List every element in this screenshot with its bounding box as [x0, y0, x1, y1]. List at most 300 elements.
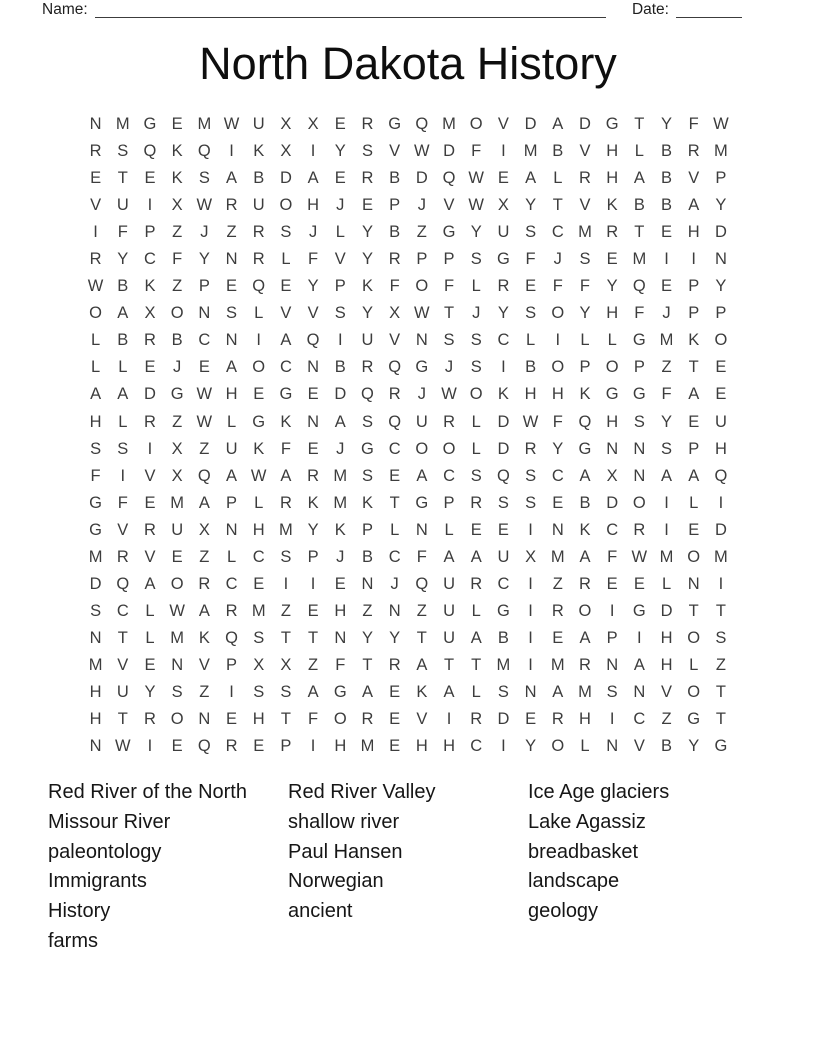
grid-letter: O: [605, 358, 619, 377]
grid-letter: V: [389, 331, 401, 350]
grid-letter: N: [606, 439, 619, 458]
grid-letter: A: [226, 169, 238, 188]
grid-letter: N: [606, 737, 619, 756]
grid-letter: N: [415, 520, 428, 539]
grid-letter: I: [555, 331, 561, 350]
grid-letter: S: [171, 683, 183, 701]
grid-letter: D: [334, 385, 347, 404]
grid-letter: T: [634, 115, 645, 134]
grid-letter: P: [715, 304, 727, 323]
grid-letter: V: [443, 196, 455, 215]
word-list-item: Lake Agassiz: [528, 810, 646, 833]
grid-letter: X: [497, 196, 509, 215]
grid-letter: K: [253, 142, 265, 161]
grid-letter: R: [579, 169, 591, 188]
grid-letter: D: [524, 115, 537, 134]
grid-letter: Y: [144, 683, 156, 701]
grid-letter: F: [90, 466, 101, 485]
word-list-item: Norwegian: [288, 870, 384, 893]
grid-letter: K: [144, 277, 156, 296]
grid-letter: P: [144, 223, 156, 242]
grid-letter: L: [553, 169, 563, 188]
word-list-item: History: [48, 900, 111, 923]
grid-letter: T: [552, 196, 563, 215]
grid-letter: E: [253, 737, 265, 756]
grid-letter: Z: [172, 223, 183, 242]
grid-letter: V: [389, 142, 401, 161]
grid-letter: Z: [661, 710, 672, 729]
grid-letter: M: [632, 250, 647, 269]
grid-letter: V: [307, 304, 319, 323]
word-list-item: shallow river: [288, 810, 400, 833]
grid-letter: C: [279, 358, 292, 377]
grid-letter: O: [551, 304, 565, 323]
grid-letter: J: [336, 196, 345, 215]
grid-letter: E: [171, 737, 183, 756]
grid-letter: I: [528, 628, 533, 647]
grid-letter: Q: [578, 412, 592, 431]
grid-letter: Q: [116, 574, 130, 593]
grid-letter: V: [688, 169, 700, 188]
grid-letter: Q: [442, 169, 456, 188]
grid-letter: T: [117, 628, 128, 647]
grid-letter: P: [198, 277, 210, 296]
grid-letter: L: [471, 439, 481, 458]
grid-letter: E: [661, 223, 673, 242]
grid-letter: H: [89, 710, 102, 729]
grid-letter: F: [552, 412, 563, 431]
grid-letter: D: [497, 412, 510, 431]
grid-letter: N: [89, 115, 102, 134]
grid-letter: A: [226, 466, 238, 485]
grid-letter: X: [525, 547, 537, 566]
grid-letter: B: [117, 277, 129, 296]
grid-letter: R: [388, 385, 401, 404]
grid-letter: T: [389, 493, 400, 512]
grid-letter: G: [388, 115, 402, 134]
grid-letter: L: [254, 493, 264, 512]
grid-letter: N: [633, 683, 646, 701]
grid-letter: Y: [389, 628, 401, 647]
grid-letter: E: [171, 115, 183, 134]
grid-letter: L: [254, 304, 264, 323]
grid-letter: G: [714, 737, 728, 756]
grid-letter: V: [144, 547, 156, 566]
grid-letter: B: [389, 169, 401, 188]
grid-letter: F: [117, 493, 128, 512]
grid-letter: N: [89, 628, 102, 647]
grid-letter: R: [144, 520, 156, 539]
grid-letter: R: [144, 331, 156, 350]
grid-letter: K: [579, 385, 591, 404]
grid-letter: L: [471, 277, 481, 296]
grid-letter: I: [718, 493, 724, 512]
grid-letter: S: [715, 628, 727, 647]
grid-letter: V: [117, 655, 129, 674]
grid-letter: E: [552, 628, 564, 647]
grid-letter: X: [171, 466, 183, 485]
grid-letter: H: [334, 601, 347, 620]
word-search-grid: [82, 111, 735, 760]
grid-letter: W: [414, 142, 430, 161]
grid-letter: P: [416, 250, 428, 269]
grid-letter: D: [144, 385, 156, 404]
grid-letter: R: [144, 710, 156, 729]
grid-letter: A: [307, 169, 319, 188]
grid-letter: L: [580, 737, 590, 756]
grid-letter: K: [606, 196, 618, 215]
grid-letter: I: [120, 466, 126, 485]
name-fill-line: [95, 3, 606, 18]
grid-letter: S: [198, 169, 210, 188]
grid-letter: J: [200, 223, 209, 242]
grid-letter: U: [497, 223, 510, 242]
grid-letter: M: [333, 466, 348, 485]
grid-letter: Q: [388, 412, 402, 431]
grid-letter: A: [443, 547, 455, 566]
grid-letter: G: [496, 601, 510, 620]
grid-letter: Y: [497, 304, 509, 323]
grid-letter: G: [89, 493, 103, 512]
grid-letter: R: [633, 520, 646, 539]
grid-letter: L: [91, 331, 101, 350]
grid-letter: I: [501, 358, 506, 377]
grid-letter: I: [718, 574, 724, 593]
grid-letter: A: [416, 466, 428, 485]
grid-letter: H: [524, 385, 537, 404]
grid-letter: W: [223, 115, 240, 134]
grid-letter: E: [334, 169, 346, 188]
grid-letter: A: [688, 466, 700, 485]
grid-letter: L: [634, 142, 644, 161]
grid-letter: L: [118, 412, 128, 431]
grid-letter: N: [687, 574, 700, 593]
grid-letter: I: [528, 574, 533, 593]
grid-letter: C: [225, 574, 238, 593]
grid-letter: I: [664, 250, 669, 269]
date-label: Date:: [631, 1, 669, 18]
grid-letter: S: [117, 142, 129, 161]
grid-letter: A: [198, 601, 210, 620]
grid-letter: I: [310, 142, 316, 161]
grid-letter: E: [525, 710, 537, 729]
grid-letter: M: [496, 655, 511, 674]
grid-letter: Y: [525, 196, 537, 215]
grid-letter: H: [89, 683, 102, 701]
grid-letter: E: [307, 439, 319, 458]
grid-letter: D: [89, 574, 102, 593]
grid-letter: I: [147, 196, 153, 215]
grid-letter: O: [415, 277, 429, 296]
grid-letter: L: [145, 628, 155, 647]
grid-letter: H: [307, 196, 320, 215]
grid-letter: H: [660, 655, 673, 674]
grid-letter: Y: [715, 196, 727, 215]
grid-letter: A: [90, 385, 102, 404]
grid-letter: S: [525, 493, 537, 512]
grid-letter: L: [390, 520, 400, 539]
grid-letter: O: [551, 737, 565, 756]
grid-letter: M: [88, 655, 103, 674]
grid-letter: M: [578, 683, 592, 701]
grid-letter: I: [310, 574, 316, 593]
grid-letter: Z: [172, 412, 183, 431]
grid-letter: N: [198, 710, 211, 729]
grid-letter: N: [551, 520, 564, 539]
grid-letter: H: [225, 385, 238, 404]
grid-letter: C: [606, 520, 619, 539]
grid-letter: S: [280, 547, 292, 566]
grid-letter: E: [280, 277, 292, 296]
grid-letter: F: [172, 250, 183, 269]
grid-letter: R: [551, 601, 564, 620]
grid-letter: W: [250, 466, 267, 485]
grid-letter: S: [525, 223, 537, 242]
grid-letter: P: [688, 304, 700, 323]
grid-letter: Q: [632, 277, 646, 296]
grid-letter: Y: [579, 304, 591, 323]
grid-letter: B: [389, 223, 401, 242]
grid-letter: I: [446, 710, 452, 729]
grid-letter: Q: [415, 574, 429, 593]
grid-letter: Y: [525, 737, 537, 756]
grid-letter: F: [280, 439, 291, 458]
grid-letter: Y: [361, 304, 373, 323]
grid-letter: N: [606, 655, 619, 674]
grid-letter: M: [115, 115, 130, 134]
grid-letter: D: [497, 439, 510, 458]
grid-letter: W: [468, 169, 484, 188]
grid-letter: L: [580, 331, 590, 350]
grid-letter: X: [280, 655, 292, 674]
grid-letter: T: [443, 304, 455, 323]
grid-letter: M: [442, 115, 456, 134]
grid-letter: G: [632, 385, 646, 404]
grid-letter: M: [170, 493, 185, 512]
grid-letter: K: [361, 493, 373, 512]
grid-letter: V: [144, 466, 156, 485]
grid-letter: H: [606, 412, 619, 431]
grid-letter: N: [714, 250, 727, 269]
grid-letter: H: [443, 737, 455, 756]
grid-letter: F: [308, 250, 319, 269]
grid-letter: G: [687, 710, 701, 729]
grid-letter: W: [414, 304, 430, 323]
grid-letter: Z: [172, 277, 183, 296]
grid-letter: X: [171, 439, 183, 458]
grid-letter: R: [497, 277, 510, 296]
grid-letter: F: [335, 655, 346, 674]
grid-letter: E: [226, 710, 238, 729]
grid-letter: I: [609, 710, 615, 729]
grid-letter: M: [714, 547, 728, 566]
grid-letter: E: [253, 385, 265, 404]
grid-letter: P: [361, 520, 373, 539]
word-list-item: Ice Age glaciers: [528, 781, 670, 803]
grid-letter: G: [361, 439, 374, 458]
grid-letter: Y: [361, 250, 373, 269]
grid-letter: H: [252, 710, 265, 729]
grid-letter: L: [661, 574, 672, 593]
grid-letter: U: [225, 439, 238, 458]
grid-letter: A: [579, 628, 591, 647]
grid-letter: S: [253, 628, 265, 647]
word-list-column: [48, 778, 247, 957]
grid-letter: X: [280, 115, 292, 134]
grid-letter: U: [252, 196, 265, 215]
grid-letter: W: [196, 196, 213, 215]
grid-letter: Y: [606, 277, 618, 296]
grid-letter: P: [606, 628, 618, 647]
grid-letter: E: [633, 574, 645, 593]
grid-letter: J: [444, 358, 454, 377]
grid-letter: Y: [361, 223, 373, 242]
grid-letter: C: [551, 223, 564, 242]
grid-letter: B: [497, 628, 509, 647]
grid-letter: L: [607, 331, 617, 350]
grid-letter: P: [443, 493, 455, 512]
grid-letter: O: [252, 358, 266, 377]
grid-letter: O: [279, 196, 293, 215]
grid-letter: R: [252, 223, 265, 242]
grid-letter: O: [714, 331, 728, 350]
grid-letter: H: [334, 737, 347, 756]
grid-letter: M: [197, 115, 212, 134]
grid-letter: Y: [307, 277, 319, 296]
grid-letter: E: [144, 655, 156, 674]
grid-letter: S: [90, 439, 102, 458]
grid-letter: C: [144, 250, 156, 269]
grid-letter: C: [116, 601, 129, 620]
grid-letter: V: [198, 655, 210, 674]
grid-letter: Z: [308, 655, 319, 674]
grid-letter: K: [361, 277, 373, 296]
grid-letter: J: [553, 250, 562, 269]
grid-letter: L: [471, 683, 481, 701]
grid-letter: P: [334, 277, 346, 296]
grid-letter: S: [361, 142, 373, 161]
grid-letter: O: [578, 601, 592, 620]
grid-letter: E: [307, 601, 319, 620]
grid-letter: E: [334, 115, 346, 134]
grid-letter: R: [687, 142, 700, 161]
grid-letter: Z: [416, 601, 427, 620]
grid-letter: V: [633, 737, 645, 756]
grid-letter: S: [443, 331, 455, 350]
grid-letter: I: [528, 655, 533, 674]
name-date-header: [42, 1, 742, 19]
grid-letter: B: [334, 358, 346, 377]
grid-letter: G: [632, 331, 646, 350]
grid-letter: G: [279, 385, 293, 404]
page-title: North Dakota History: [199, 38, 617, 89]
grid-letter: C: [443, 466, 455, 485]
grid-letter: E: [470, 520, 482, 539]
grid-letter: U: [116, 683, 129, 701]
grid-letter: T: [715, 683, 726, 701]
grid-letter: E: [90, 169, 102, 188]
grid-letter: N: [633, 439, 646, 458]
grid-letter: T: [416, 628, 427, 647]
grid-letter: B: [361, 547, 373, 566]
grid-letter: E: [361, 196, 373, 215]
grid-letter: I: [664, 520, 669, 539]
grid-letter: C: [497, 331, 510, 350]
grid-letter: M: [251, 601, 266, 620]
grid-letter: B: [117, 331, 129, 350]
grid-letter: E: [552, 493, 564, 512]
grid-letter: E: [389, 737, 401, 756]
grid-letter: U: [443, 628, 455, 647]
grid-letter: S: [606, 683, 618, 701]
word-list-item: paleontology: [48, 840, 162, 863]
grid-letter: G: [496, 250, 510, 269]
grid-letter: D: [415, 169, 428, 188]
grid-letter: B: [579, 493, 591, 512]
grid-letter: C: [633, 710, 646, 729]
grid-letter: O: [551, 358, 565, 377]
grid-letter: S: [497, 683, 509, 701]
grid-letter: X: [606, 466, 618, 485]
grid-letter: N: [89, 737, 102, 756]
grid-letter: Y: [661, 115, 673, 134]
grid-letter: A: [633, 655, 645, 674]
grid-letter: C: [388, 439, 401, 458]
grid-letter: N: [415, 331, 428, 350]
grid-letter: T: [688, 601, 699, 620]
grid-letter: F: [117, 223, 128, 242]
grid-letter: R: [361, 710, 374, 729]
grid-letter: H: [687, 223, 700, 242]
grid-letter: G: [415, 358, 429, 377]
grid-letter: T: [280, 710, 291, 729]
grid-letter: Q: [306, 331, 320, 350]
grid-letter: A: [552, 115, 564, 134]
grid-letter: U: [171, 520, 184, 539]
grid-letter: R: [307, 466, 320, 485]
grid-letter: Y: [715, 277, 727, 296]
grid-letter: E: [688, 412, 700, 431]
grid-letter: U: [252, 115, 265, 134]
grid-letter: Y: [470, 223, 482, 242]
grid-letter: V: [579, 196, 591, 215]
grid-letter: J: [173, 358, 182, 377]
grid-letter: O: [442, 439, 456, 458]
grid-letter: N: [225, 520, 238, 539]
grid-letter: G: [415, 493, 429, 512]
grid-letter: P: [579, 358, 591, 377]
grid-letter: Y: [117, 250, 129, 269]
grid-letter: N: [198, 304, 211, 323]
grid-letter: L: [526, 331, 536, 350]
grid-letter: I: [256, 331, 262, 350]
grid-letter: S: [470, 466, 482, 485]
word-list-item: geology: [528, 900, 599, 923]
grid-letter: R: [361, 169, 374, 188]
grid-letter: F: [443, 277, 455, 296]
grid-letter: M: [279, 520, 293, 539]
grid-letter: N: [524, 683, 537, 701]
grid-letter: W: [468, 196, 484, 215]
grid-letter: M: [360, 737, 375, 756]
grid-letter: A: [198, 493, 210, 512]
grid-letter: E: [198, 358, 210, 377]
grid-letter: P: [715, 169, 727, 188]
grid-letter: D: [443, 142, 455, 161]
grid-letter: R: [361, 358, 374, 377]
word-list-item: Missour River: [48, 810, 171, 833]
grid-letter: H: [606, 304, 619, 323]
